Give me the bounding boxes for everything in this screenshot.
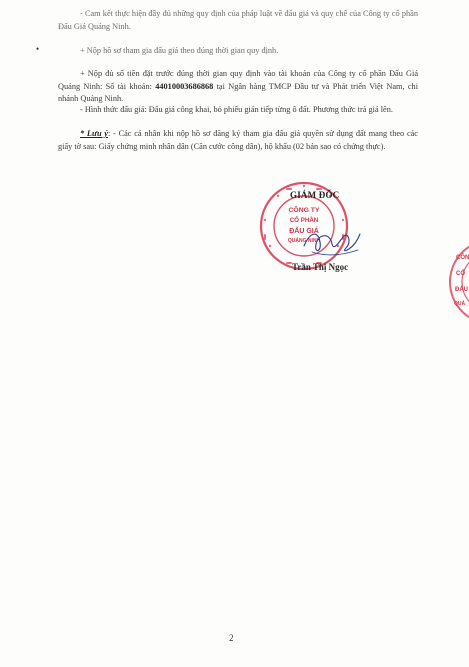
bank-account-number: 44010003686868 xyxy=(155,81,214,91)
deposit-text-before: + Nộp đủ số tiền đặt trước đúng thời gian quy định vào tài khoản của Công ty cổ phần Đấu Giá Quảng Ninh: Số tài khoản: xyxy=(58,69,418,91)
edge-stamp-fragment-2: CỔ xyxy=(456,271,465,277)
signature-title: GIÁM ĐỐC xyxy=(290,190,340,200)
paragraph-submit-dossier: + Nộp hồ sơ tham gia đấu giá theo đúng thời gian quy định. xyxy=(80,46,279,55)
edge-stamp-fragment-4: QUẢ xyxy=(454,301,466,307)
paragraph-auction-form: - Hình thức đấu giá: Đấu giá công khai, bỏ phiếu gián tiếp từng ô đất. Phương thức trả giá lên. xyxy=(80,105,393,114)
bullet-mark: • xyxy=(36,44,40,54)
note-lead: * Lưu ý xyxy=(80,129,108,138)
page-number: 2 xyxy=(229,633,234,643)
deposit-text-after: tại Ngân hàng TMCP Đầu tư và Phát triển Việt Nam, chi nhánh Quảng Ninh. xyxy=(58,81,418,104)
handwritten-signature xyxy=(300,222,364,260)
edge-stamp-fragment-1: CÔN xyxy=(456,255,469,261)
signer-name: Trần Thị Ngọc xyxy=(292,262,349,272)
stamp-line-2: CỔ PHẦN xyxy=(289,217,319,224)
paragraph-deposit xyxy=(58,68,418,106)
stamp-line-4: QUẢNG NINH xyxy=(287,238,321,244)
stamp-line-1: CÔNG TY xyxy=(288,207,320,214)
edge-stamp-fragment-3: ĐẤU xyxy=(455,287,468,293)
note-body: : - Các cá nhân khi nộp hồ sơ đăng ký tham gia đấu giá quyền sử dụng đất mang theo các giấy tờ sau: Giấy chứng minh nhân dân (Căn cước công dân), hộ khẩu (02 bản sao có chứng thực). xyxy=(58,129,418,151)
paragraph-note xyxy=(58,128,418,153)
paragraph-commitment: - Cam kết thực hiện đầy đủ những quy định của pháp luật về đấu giá và quy chế của Công ty cổ phần Đấu Giá Quảng Ninh. xyxy=(58,9,418,31)
stamp-line-3: ĐẤU GIÁ xyxy=(289,228,319,235)
edge-seal-stamp xyxy=(446,237,469,327)
